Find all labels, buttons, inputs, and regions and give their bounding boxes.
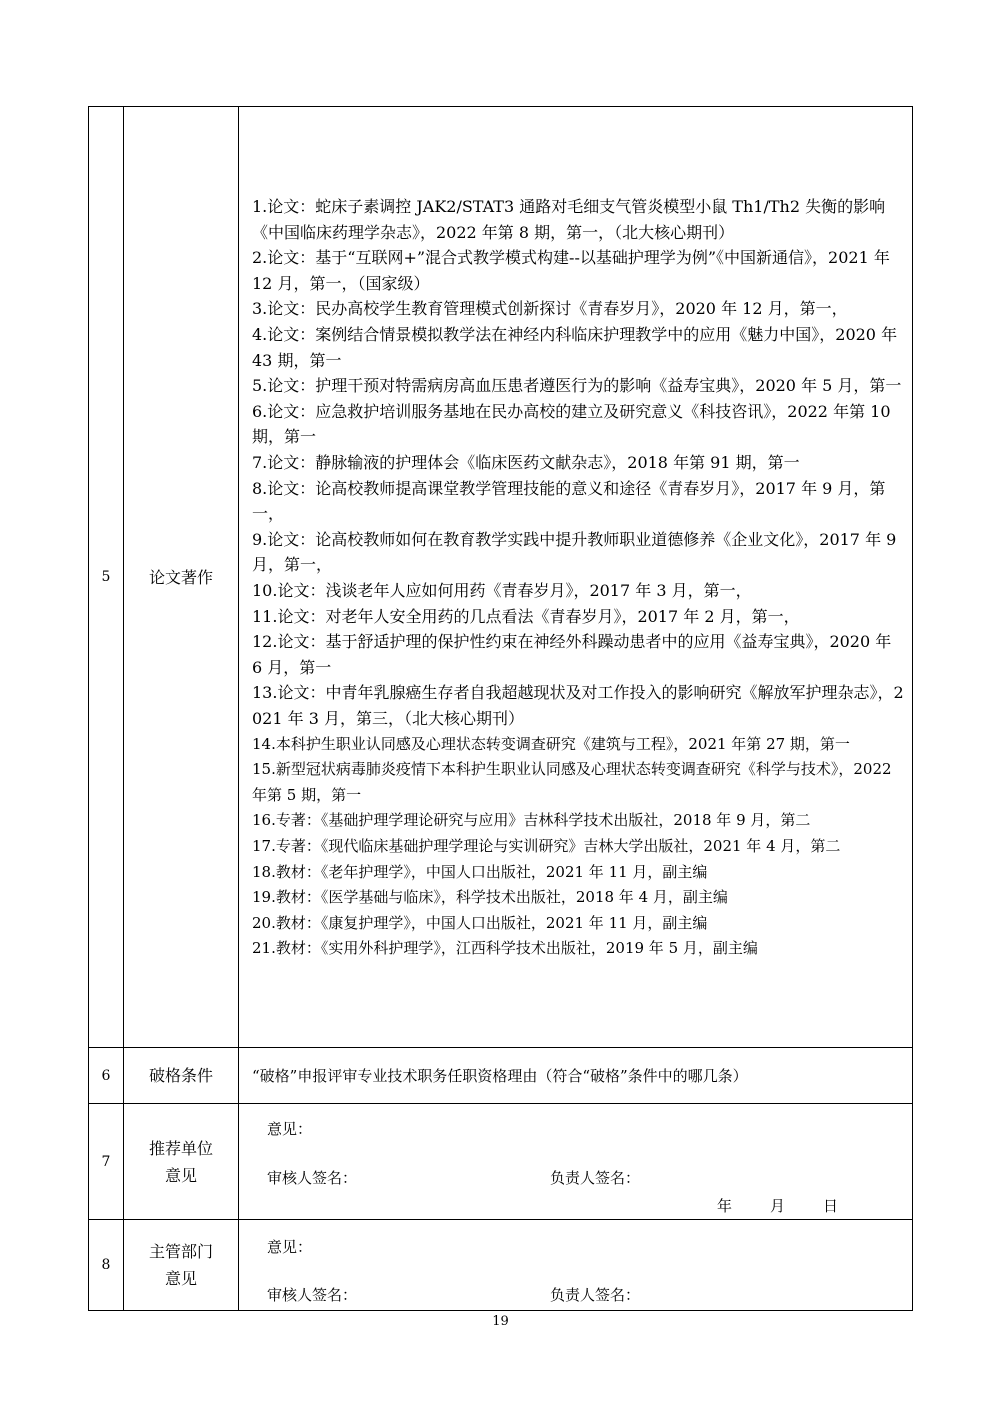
leader-signature-label: 负责人签名：	[550, 1169, 641, 1187]
date-day-label: 日	[823, 1197, 839, 1215]
row-supervising-department	[89, 1220, 913, 1311]
opinion-label: 意见：	[267, 1120, 313, 1138]
department-opinion-cell	[239, 1220, 913, 1311]
exception-conditions-text: “破格”申报评审专业技术职务任职资格理由（符合“破格”条件中的哪几条）	[239, 1048, 913, 1104]
row-number: 5	[89, 107, 124, 1048]
application-form-table	[88, 106, 913, 1311]
publication-item: 1.论文：蛇床子素调控 JAK2/STAT3 通路对毛细支气管炎模型小鼠 Th1/Th2 失衡的影响 《中国临床药理学杂志》，2022 年第 8 期，第一，（北大核心期刊）	[252, 197, 886, 242]
publication-item: 21.教材：《实用外科护理学》，江西科学技术出版社，2019 年 5 月，副主编	[252, 939, 758, 958]
publication-item: 15.新型冠状病毒肺炎疫情下本科护生职业认同感及心理状态转变调查研究《科学与技术》，2022 年第 5 期，第一	[252, 760, 892, 804]
publication-item: 11.论文：对老年人安全用药的几点看法《青春岁月》，2017 年 2 月，第一，	[252, 606, 800, 626]
publication-item: 10.论文：浅谈老年人应如何用药《青春岁月》，2017 年 3 月，第一，	[252, 581, 752, 600]
publication-item: 20.教材：《康复护理学》，中国人口出版社，2021 年 11 月，副主编	[252, 913, 708, 932]
publication-item: 16.专著：《基础护理学理论研究与应用》吉林科学技术出版社，2018 年 9 月，第二	[252, 811, 811, 830]
publication-item: 4.论文：案例结合情景模拟教学法在神经内科临床护理教学中的应用《魅力中国》，2020 年 43 期，第一	[252, 325, 898, 370]
row-label-line: 意见	[164, 1269, 197, 1288]
date-month-label: 月	[770, 1197, 786, 1215]
row-label	[124, 1104, 239, 1220]
publication-item: 19.教材：《医学基础与临床》，科学技术出版社，2018 年 4 月，副主编	[252, 888, 728, 907]
publication-item: 14.本科护生职业认同感及心理状态转变调查研究《建筑与工程》，2021 年第 27 期，第一	[252, 734, 850, 753]
publication-item: 2.论文：基于“互联网+”混合式教学模式构建--以基础护理学为例”《中国新通信》，2021 年 12 月，第一，（国家级）	[252, 248, 890, 293]
row-number: 8	[89, 1220, 124, 1311]
publication-item: 9.论文：论高校教师如何在教育教学实践中提升教师职业道德修养《企业文化》，2017 年 9 月，第一，	[252, 529, 897, 575]
publication-item: 8.论文：论高校教师提高课堂教学管理技能的意义和途径《青春岁月》，2017 年 9 月，第一，	[252, 478, 886, 524]
row-label: 破格条件	[124, 1048, 239, 1104]
publication-item: 17.专著：《现代临床基础护理学理论与实训研究》吉林大学出版社，2021 年 4 月，第二	[252, 836, 841, 855]
row-recommending-unit	[89, 1104, 913, 1220]
row-number: 6	[89, 1048, 124, 1104]
leader-signature-label: 负责人签名：	[550, 1286, 641, 1304]
row-publications	[89, 107, 913, 1048]
row-label-line: 意见	[164, 1165, 197, 1185]
date-year-label: 年	[717, 1197, 733, 1215]
publication-item: 18.教材：《老年护理学》，中国人口出版社，2021 年 11 月，副主编	[252, 862, 708, 881]
row-label-line: 主管部门	[148, 1242, 213, 1261]
publication-item: 12.论文：基于舒适护理的保护性约束在神经外科躁动患者中的应用《益寿宝典》，2020 年 6 月，第一	[252, 632, 892, 677]
reviewer-signature-label: 审核人签名：	[267, 1169, 358, 1187]
row-label	[124, 1220, 239, 1311]
publication-list	[252, 194, 904, 962]
row-number: 7	[89, 1104, 124, 1220]
recommending-opinion-cell	[239, 1104, 913, 1220]
row-exception-conditions	[89, 1048, 913, 1104]
reviewer-signature-label: 审核人签名：	[267, 1286, 358, 1304]
row-label-line: 推荐单位	[148, 1138, 213, 1158]
publications-cell	[239, 107, 913, 1048]
opinion-label: 意见：	[267, 1238, 313, 1256]
row-label: 论文著作	[124, 107, 239, 1048]
publication-item: 3.论文：民办高校学生教育管理模式创新探讨《青春岁月》，2020 年 12 月，第一，	[252, 299, 848, 319]
publication-item: 6.论文：应急救护培训服务基地在民办高校的建立及研究意义《科技咨讯》，2022 年第 10 期，第一	[252, 401, 891, 447]
page-number: 19	[492, 1314, 509, 1329]
publication-item: 5.论文：护理干预对特需病房高血压患者遵医行为的影响《益寿宝典》，2020 年 5 月，第一	[252, 376, 902, 396]
publication-item: 13.论文：中青年乳腺癌生存者自我超越现状及对工作投入的影响研究《解放军护理杂志》，2021 年 3 月，第三，（北大核心期刊）	[252, 683, 904, 728]
publication-item: 7.论文：静脉输液的护理体会《临床医药文献杂志》，2018 年第 91 期，第一	[252, 453, 800, 473]
